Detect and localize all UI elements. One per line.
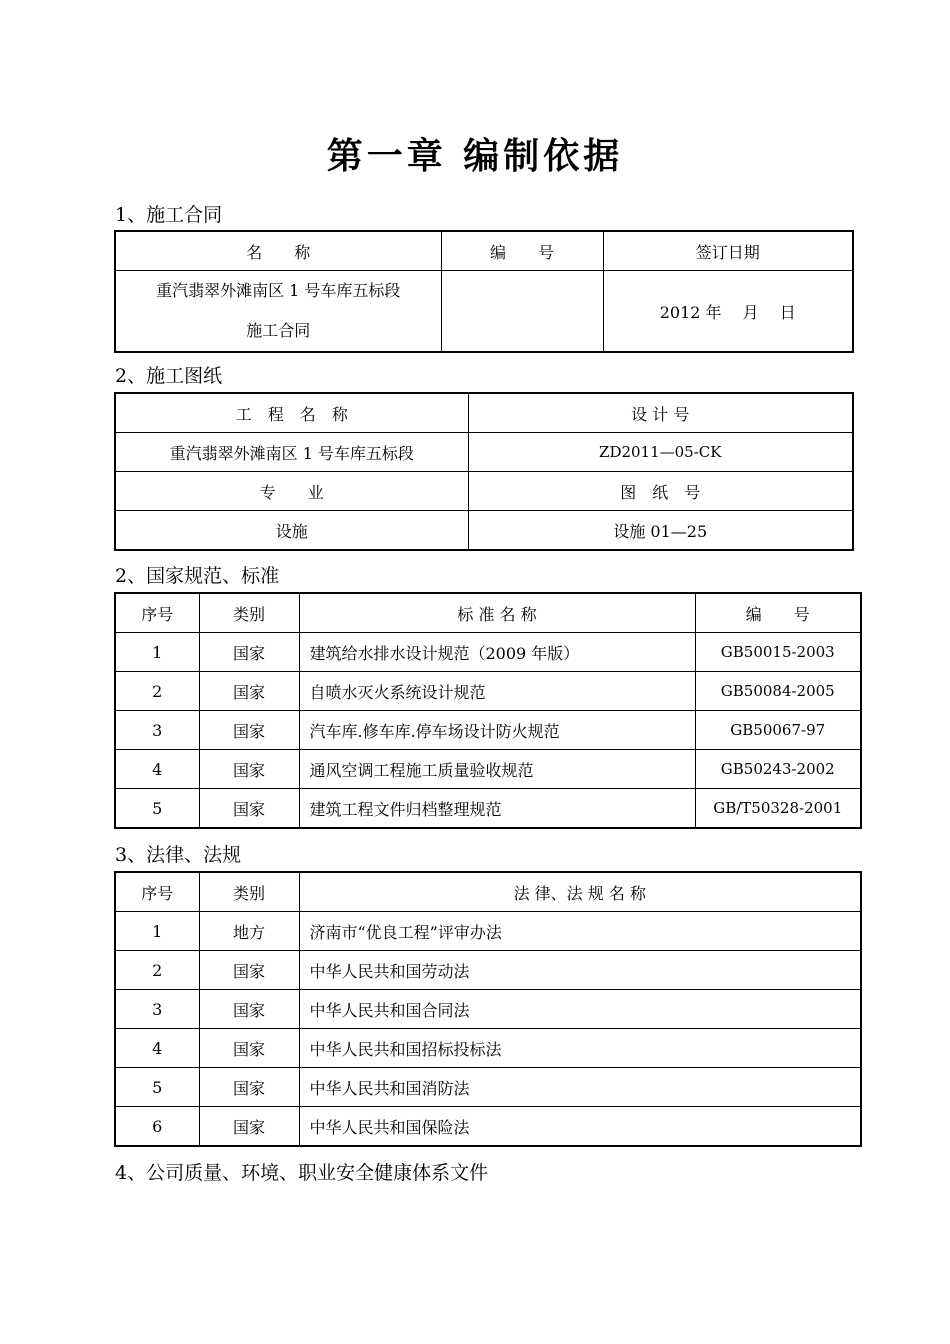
standards-header-code: 编 号 bbox=[695, 593, 861, 633]
laws-row-name: 中华人民共和国招标投标法 bbox=[299, 1029, 861, 1068]
standards-header-name: 标 准 名 称 bbox=[299, 593, 695, 633]
laws-row-name: 中华人民共和国消防法 bbox=[299, 1068, 861, 1107]
standards-row-type: 国家 bbox=[199, 672, 299, 711]
standards-header-no: 序号 bbox=[115, 593, 199, 633]
contract-table bbox=[114, 230, 854, 353]
laws-row-name: 中华人民共和国劳动法 bbox=[299, 951, 861, 990]
table-row bbox=[115, 1029, 861, 1068]
section-heading-drawings: 2、施工图纸 bbox=[115, 365, 223, 387]
standards-row-type: 国家 bbox=[199, 789, 299, 829]
section-heading-standards: 2、国家规范、标准 bbox=[115, 565, 280, 587]
standards-row-code: GB50084-2005 bbox=[695, 672, 861, 711]
drawings-design-no: ZD2011—05-CK bbox=[468, 433, 853, 472]
contract-name-cell bbox=[115, 271, 441, 353]
standards-row-name: 建筑工程文件归档整理规范 bbox=[299, 789, 695, 829]
section-heading-contract: 1、施工合同 bbox=[115, 204, 223, 226]
laws-row-no: 4 bbox=[115, 1029, 199, 1068]
standards-row-code: GB50243-2002 bbox=[695, 750, 861, 789]
standards-row-name: 汽车库.修车库.停车场设计防火规范 bbox=[299, 711, 695, 750]
standards-row-no: 5 bbox=[115, 789, 199, 829]
drawings-table bbox=[114, 392, 854, 551]
standards-row-code: GB/T50328-2001 bbox=[695, 789, 861, 829]
page-title: 第一章 编制依据 bbox=[326, 136, 624, 177]
laws-row-no: 2 bbox=[115, 951, 199, 990]
contract-name-line1: 重汽翡翠外滩南区 1 号车库五标段 bbox=[156, 281, 401, 300]
standards-row-code: GB50015-2003 bbox=[695, 633, 861, 672]
laws-row-no: 1 bbox=[115, 912, 199, 951]
drawings-header-discipline: 专 业 bbox=[115, 472, 468, 511]
laws-row-no: 5 bbox=[115, 1068, 199, 1107]
section-heading-laws: 3、法律、法规 bbox=[115, 844, 242, 866]
contract-header-name: 名 称 bbox=[115, 231, 441, 271]
standards-header-type: 类别 bbox=[199, 593, 299, 633]
laws-row-type: 国家 bbox=[199, 990, 299, 1029]
table-row bbox=[115, 789, 861, 829]
laws-header-name: 法 律、法 规 名 称 bbox=[299, 872, 861, 912]
laws-row-type: 地方 bbox=[199, 912, 299, 951]
laws-row-type: 国家 bbox=[199, 1029, 299, 1068]
standards-row-no: 4 bbox=[115, 750, 199, 789]
laws-row-name: 中华人民共和国合同法 bbox=[299, 990, 861, 1029]
drawings-header-drawing-no: 图 纸 号 bbox=[468, 472, 853, 511]
table-row bbox=[115, 1107, 861, 1147]
drawings-header-design-no: 设 计 号 bbox=[468, 393, 853, 433]
laws-header-no: 序号 bbox=[115, 872, 199, 912]
standards-table bbox=[114, 592, 862, 829]
drawings-project-name: 重汽翡翠外滩南区 1 号车库五标段 bbox=[115, 433, 468, 472]
contract-header-date: 签订日期 bbox=[603, 231, 853, 271]
standards-row-name: 自喷水灭火系统设计规范 bbox=[299, 672, 695, 711]
table-row bbox=[115, 711, 861, 750]
standards-row-type: 国家 bbox=[199, 750, 299, 789]
drawings-discipline: 设施 bbox=[115, 511, 468, 551]
standards-row-no: 1 bbox=[115, 633, 199, 672]
table-row bbox=[115, 633, 861, 672]
drawings-header-project: 工 程 名 称 bbox=[115, 393, 468, 433]
table-row bbox=[115, 912, 861, 951]
standards-row-code: GB50067-97 bbox=[695, 711, 861, 750]
standards-row-type: 国家 bbox=[199, 633, 299, 672]
laws-row-no: 3 bbox=[115, 990, 199, 1029]
contract-number bbox=[441, 271, 603, 353]
laws-row-no: 6 bbox=[115, 1107, 199, 1147]
laws-row-name: 中华人民共和国保险法 bbox=[299, 1107, 861, 1147]
laws-table bbox=[114, 871, 862, 1147]
contract-name-line2: 施工合同 bbox=[246, 321, 311, 340]
drawings-drawing-no: 设施 01—25 bbox=[468, 511, 853, 551]
laws-row-type: 国家 bbox=[199, 951, 299, 990]
laws-row-name: 济南市“优良工程”评审办法 bbox=[299, 912, 861, 951]
standards-row-name: 通风空调工程施工质量验收规范 bbox=[299, 750, 695, 789]
contract-date: 2012 年 月 日 bbox=[603, 271, 853, 353]
table-row bbox=[115, 951, 861, 990]
standards-row-type: 国家 bbox=[199, 711, 299, 750]
table-row bbox=[115, 750, 861, 789]
laws-header-type: 类别 bbox=[199, 872, 299, 912]
standards-row-no: 3 bbox=[115, 711, 199, 750]
table-row bbox=[115, 990, 861, 1029]
table-row bbox=[115, 1068, 861, 1107]
standards-row-name: 建筑给水排水设计规范（2009 年版） bbox=[299, 633, 695, 672]
standards-row-no: 2 bbox=[115, 672, 199, 711]
contract-header-number: 编 号 bbox=[441, 231, 603, 271]
section-heading-company: 4、公司质量、环境、职业安全健康体系文件 bbox=[115, 1162, 489, 1184]
laws-row-type: 国家 bbox=[199, 1107, 299, 1147]
laws-row-type: 国家 bbox=[199, 1068, 299, 1107]
table-row bbox=[115, 672, 861, 711]
